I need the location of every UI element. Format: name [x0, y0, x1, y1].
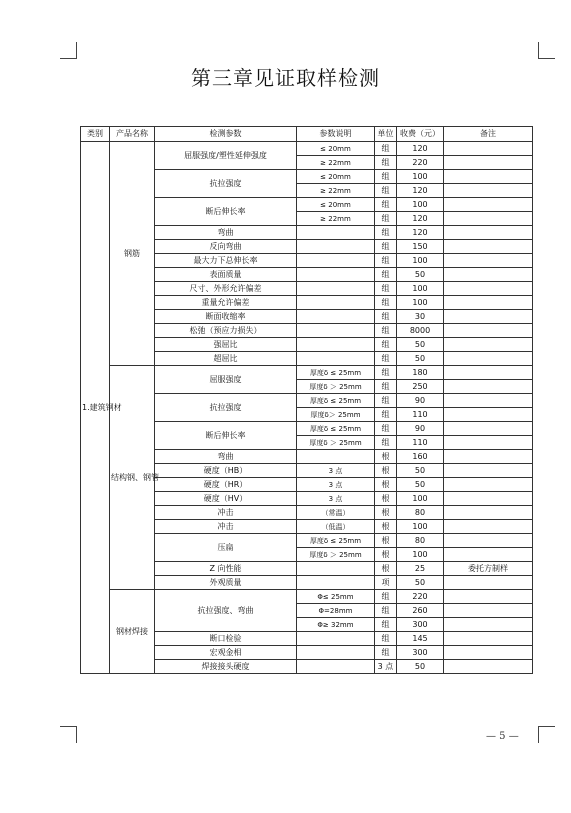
note-cell: [444, 590, 533, 604]
note-cell: [444, 450, 533, 464]
fee-cell: 180: [397, 366, 444, 380]
fee-cell: 260: [397, 604, 444, 618]
header-note: 备注: [444, 127, 533, 142]
spec-cell: [297, 562, 375, 576]
spec-cell: （常温）: [297, 506, 375, 520]
note-cell: [444, 212, 533, 226]
spec-cell: ≤ 20mm: [297, 170, 375, 184]
parameter-cell: 松弛（预应力损失）: [155, 324, 297, 338]
fee-cell: 100: [397, 282, 444, 296]
fee-cell: 300: [397, 618, 444, 632]
spec-cell: 厚度δ ＞ 25mm: [297, 548, 375, 562]
unit-cell: 组: [375, 282, 397, 296]
parameter-cell: 断后伸长率: [155, 198, 297, 226]
fee-cell: 90: [397, 422, 444, 436]
note-cell: [444, 366, 533, 380]
product-cell: 结构钢、钢管: [110, 366, 155, 590]
fee-cell: 220: [397, 590, 444, 604]
fee-cell: 50: [397, 478, 444, 492]
fee-cell: 100: [397, 254, 444, 268]
spec-cell: [297, 338, 375, 352]
unit-cell: 根: [375, 450, 397, 464]
parameter-cell: 焊接接头硬度: [155, 660, 297, 674]
note-cell: [444, 394, 533, 408]
note-cell: [444, 422, 533, 436]
unit-cell: 组: [375, 352, 397, 366]
unit-cell: 组: [375, 212, 397, 226]
parameter-cell: 抗拉强度: [155, 394, 297, 422]
spec-cell: [297, 268, 375, 282]
spec-cell: [297, 576, 375, 590]
unit-cell: 根: [375, 478, 397, 492]
fee-cell: 50: [397, 576, 444, 590]
unit-cell: 组: [375, 184, 397, 198]
page-title: 第三章见证取样检测: [191, 66, 380, 90]
fee-cell: 50: [397, 268, 444, 282]
spec-cell: [297, 310, 375, 324]
note-cell: [444, 604, 533, 618]
unit-cell: 组: [375, 618, 397, 632]
fee-cell: 220: [397, 156, 444, 170]
spec-cell: [297, 632, 375, 646]
page-number: — 5 —: [486, 731, 519, 742]
table-row: [81, 142, 533, 156]
parameter-cell: 抗拉强度: [155, 170, 297, 198]
note-cell: [444, 338, 533, 352]
parameter-cell: 表面质量: [155, 268, 297, 282]
note-cell: [444, 408, 533, 422]
unit-cell: 组: [375, 422, 397, 436]
parameter-cell: 重量允许偏差: [155, 296, 297, 310]
spec-cell: 厚度δ ≤ 25mm: [297, 366, 375, 380]
category-cell: 1.建筑钢材: [81, 142, 110, 674]
spec-cell: 厚度δ ＞ 25mm: [297, 436, 375, 450]
spec-cell: ≥ 22mm: [297, 156, 375, 170]
unit-cell: 组: [375, 142, 397, 156]
crop-mark-bottom-left: [60, 726, 77, 743]
note-cell: [444, 324, 533, 338]
header-unit: 单位: [375, 127, 397, 142]
note-cell: [444, 660, 533, 674]
unit-cell: 根: [375, 464, 397, 478]
spec-cell: ≥ 22mm: [297, 212, 375, 226]
parameter-cell: 断后伸长率: [155, 422, 297, 450]
note-cell: [444, 296, 533, 310]
spec-cell: [297, 450, 375, 464]
unit-cell: 组: [375, 324, 397, 338]
header-category: 类别: [81, 127, 110, 142]
note-cell: [444, 142, 533, 156]
spec-cell: Φ≥ 32mm: [297, 618, 375, 632]
fee-cell: 100: [397, 170, 444, 184]
crop-mark-bottom-right: [538, 726, 555, 743]
spec-cell: [297, 324, 375, 338]
unit-cell: 根: [375, 548, 397, 562]
spec-cell: 3 点: [297, 478, 375, 492]
table-row: [81, 366, 533, 380]
fee-cell: 100: [397, 296, 444, 310]
unit-cell: 组: [375, 604, 397, 618]
note-cell: 委托方制样: [444, 562, 533, 576]
parameter-cell: 硬度（HR）: [155, 478, 297, 492]
unit-cell: 组: [375, 632, 397, 646]
spec-cell: 厚度δ ≤ 25mm: [297, 534, 375, 548]
fee-cell: 145: [397, 632, 444, 646]
note-cell: [444, 576, 533, 590]
parameter-cell: 外观质量: [155, 576, 297, 590]
note-cell: [444, 310, 533, 324]
unit-cell: 组: [375, 170, 397, 184]
spec-cell: [297, 226, 375, 240]
fee-cell: 150: [397, 240, 444, 254]
unit-cell: 组: [375, 156, 397, 170]
unit-cell: 根: [375, 520, 397, 534]
parameter-cell: 最大力下总伸长率: [155, 254, 297, 268]
fee-cell: 120: [397, 184, 444, 198]
note-cell: [444, 282, 533, 296]
unit-cell: 项: [375, 576, 397, 590]
spec-cell: Φ≤ 25mm: [297, 590, 375, 604]
parameter-cell: 屈服强度/塑性延伸强度: [155, 142, 297, 170]
unit-cell: 组: [375, 254, 397, 268]
note-cell: [444, 268, 533, 282]
header-parameter: 检测参数: [155, 127, 297, 142]
fee-cell: 50: [397, 352, 444, 366]
spec-cell: [297, 660, 375, 674]
parameter-cell: 抗拉强度、弯曲: [155, 590, 297, 632]
table-body: [81, 142, 533, 674]
unit-cell: 组: [375, 646, 397, 660]
spec-cell: （低温）: [297, 520, 375, 534]
note-cell: [444, 380, 533, 394]
unit-cell: 组: [375, 338, 397, 352]
spec-cell: [297, 240, 375, 254]
unit-cell: 组: [375, 296, 397, 310]
fee-cell: 30: [397, 310, 444, 324]
spec-cell: 厚度δ ≤ 25mm: [297, 422, 375, 436]
parameter-cell: 弯曲: [155, 226, 297, 240]
note-cell: [444, 170, 533, 184]
fee-cell: 120: [397, 212, 444, 226]
spec-cell: 3 点: [297, 492, 375, 506]
parameter-cell: 冲击: [155, 520, 297, 534]
crop-mark-top-right: [538, 42, 555, 59]
fee-cell: 80: [397, 534, 444, 548]
unit-cell: 组: [375, 366, 397, 380]
unit-cell: 根: [375, 562, 397, 576]
unit-cell: 3 点: [375, 660, 397, 674]
fee-cell: 80: [397, 506, 444, 520]
product-cell: 钢材焊接: [110, 590, 155, 674]
unit-cell: 组: [375, 226, 397, 240]
product-cell: 钢筋: [110, 142, 155, 366]
note-cell: [444, 226, 533, 240]
unit-cell: 组: [375, 198, 397, 212]
fee-cell: 110: [397, 436, 444, 450]
fee-cell: 160: [397, 450, 444, 464]
note-cell: [444, 506, 533, 520]
note-cell: [444, 478, 533, 492]
unit-cell: 组: [375, 380, 397, 394]
note-cell: [444, 352, 533, 366]
header-spec: 参数说明: [297, 127, 375, 142]
parameter-cell: Z 向性能: [155, 562, 297, 576]
fee-cell: 50: [397, 338, 444, 352]
spec-cell: [297, 254, 375, 268]
spec-cell: [297, 296, 375, 310]
note-cell: [444, 240, 533, 254]
unit-cell: 组: [375, 394, 397, 408]
crop-mark-top-left: [60, 42, 77, 59]
unit-cell: 组: [375, 310, 397, 324]
fee-cell: 25: [397, 562, 444, 576]
parameter-cell: 断口检验: [155, 632, 297, 646]
spec-cell: [297, 646, 375, 660]
note-cell: [444, 618, 533, 632]
unit-cell: 组: [375, 408, 397, 422]
spec-cell: ≤ 20mm: [297, 142, 375, 156]
spec-cell: 厚度δ ≤ 25mm: [297, 394, 375, 408]
unit-cell: 根: [375, 506, 397, 520]
fee-cell: 50: [397, 660, 444, 674]
parameter-cell: 硬度（HB）: [155, 464, 297, 478]
fee-cell: 50: [397, 464, 444, 478]
spec-cell: [297, 352, 375, 366]
fee-cell: 100: [397, 520, 444, 534]
fee-cell: 100: [397, 492, 444, 506]
note-cell: [444, 198, 533, 212]
unit-cell: 组: [375, 590, 397, 604]
parameter-cell: 硬度（HV）: [155, 492, 297, 506]
note-cell: [444, 436, 533, 450]
parameter-cell: 宏观金相: [155, 646, 297, 660]
parameter-cell: 屈服强度: [155, 366, 297, 394]
unit-cell: 根: [375, 534, 397, 548]
fee-cell: 100: [397, 198, 444, 212]
spec-cell: Φ=28mm: [297, 604, 375, 618]
fee-table: [80, 126, 533, 674]
fee-cell: 100: [397, 548, 444, 562]
spec-cell: 厚度δ＞ 25mm: [297, 408, 375, 422]
parameter-cell: 超屈比: [155, 352, 297, 366]
spec-cell: ≤ 20mm: [297, 198, 375, 212]
table-row: [81, 590, 533, 604]
parameter-cell: 强屈比: [155, 338, 297, 352]
spec-cell: ≥ 22mm: [297, 184, 375, 198]
fee-cell: 8000: [397, 324, 444, 338]
fee-cell: 300: [397, 646, 444, 660]
fee-cell: 120: [397, 142, 444, 156]
fee-cell: 110: [397, 408, 444, 422]
header-fee: 收费（元）: [397, 127, 444, 142]
parameter-cell: 尺寸、外形允许偏差: [155, 282, 297, 296]
fee-cell: 90: [397, 394, 444, 408]
note-cell: [444, 492, 533, 506]
parameter-cell: 断面收缩率: [155, 310, 297, 324]
note-cell: [444, 254, 533, 268]
fee-cell: 250: [397, 380, 444, 394]
spec-cell: [297, 282, 375, 296]
spec-cell: 厚度δ ＞ 25mm: [297, 380, 375, 394]
note-cell: [444, 646, 533, 660]
unit-cell: 根: [375, 492, 397, 506]
note-cell: [444, 632, 533, 646]
unit-cell: 组: [375, 436, 397, 450]
parameter-cell: 反向弯曲: [155, 240, 297, 254]
note-cell: [444, 156, 533, 170]
spec-cell: 3 点: [297, 464, 375, 478]
header-product: 产品名称: [110, 127, 155, 142]
table-header-row: [81, 127, 533, 142]
note-cell: [444, 548, 533, 562]
parameter-cell: 冲击: [155, 506, 297, 520]
note-cell: [444, 464, 533, 478]
parameter-cell: 压扁: [155, 534, 297, 562]
unit-cell: 组: [375, 240, 397, 254]
note-cell: [444, 184, 533, 198]
fee-cell: 120: [397, 226, 444, 240]
note-cell: [444, 534, 533, 548]
parameter-cell: 弯曲: [155, 450, 297, 464]
unit-cell: 组: [375, 268, 397, 282]
note-cell: [444, 520, 533, 534]
